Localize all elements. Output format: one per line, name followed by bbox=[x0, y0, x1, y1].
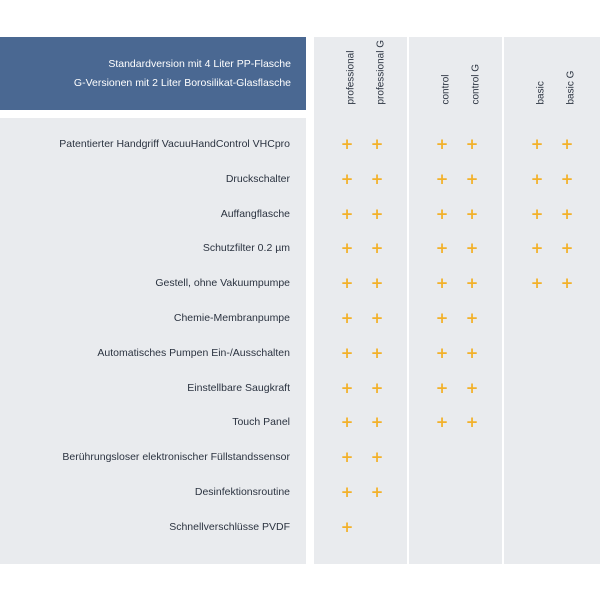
included-plus-icon: + bbox=[465, 204, 479, 223]
column-header-label: professional bbox=[345, 50, 357, 105]
included-plus-icon: + bbox=[465, 274, 479, 293]
included-plus-icon: + bbox=[340, 378, 354, 397]
included-plus-icon: + bbox=[340, 169, 354, 188]
included-plus-icon: + bbox=[340, 239, 354, 258]
feature-label: Schutzfilter 0.2 µm bbox=[202, 242, 290, 255]
included-plus-icon: + bbox=[370, 135, 384, 153]
included-plus-icon: + bbox=[435, 135, 449, 153]
column-header-professional bbox=[332, 40, 362, 110]
column-header-label: basic G bbox=[565, 70, 577, 105]
feature-label: Einstellbare Saugkraft bbox=[187, 381, 290, 394]
included-plus-icon: + bbox=[560, 274, 574, 293]
included-plus-icon: + bbox=[370, 204, 384, 223]
feature-label: Chemie-Membranpumpe bbox=[173, 312, 290, 324]
included-plus-icon: + bbox=[370, 309, 384, 327]
column-group-professional bbox=[314, 37, 407, 564]
column-header-professional-g bbox=[362, 40, 392, 110]
column-header-control-g bbox=[457, 40, 487, 110]
included-plus-icon: + bbox=[530, 169, 544, 188]
included-plus-icon: + bbox=[340, 483, 354, 501]
included-plus-icon: + bbox=[370, 239, 384, 258]
included-plus-icon: + bbox=[435, 309, 449, 327]
included-plus-icon: + bbox=[530, 274, 544, 293]
included-plus-icon: + bbox=[465, 135, 479, 153]
included-plus-icon: + bbox=[530, 239, 544, 258]
feature-label: Berührungsloser elektronischer Füllstandssensor bbox=[62, 451, 290, 464]
included-plus-icon: + bbox=[465, 343, 479, 362]
included-plus-icon: + bbox=[530, 204, 544, 223]
column-header-label: basic bbox=[535, 81, 547, 105]
included-plus-icon: + bbox=[465, 169, 479, 188]
column-group-basic bbox=[504, 37, 600, 564]
included-plus-icon: + bbox=[560, 204, 574, 223]
column-group-control bbox=[409, 37, 502, 564]
header-line-g-versions: G-Versionen mit 2 Liter Borosilikat-Glasflasche bbox=[73, 76, 291, 89]
included-plus-icon: + bbox=[435, 169, 449, 188]
feature-label: Touch Panel bbox=[232, 416, 290, 429]
included-plus-icon: + bbox=[435, 378, 449, 397]
included-plus-icon: + bbox=[340, 448, 354, 467]
included-plus-icon: + bbox=[340, 135, 354, 153]
feature-label: Desinfektionsroutine bbox=[194, 486, 290, 498]
included-plus-icon: + bbox=[340, 413, 354, 432]
included-plus-icon: + bbox=[435, 274, 449, 293]
included-plus-icon: + bbox=[435, 239, 449, 258]
included-plus-icon: + bbox=[435, 204, 449, 223]
included-plus-icon: + bbox=[340, 517, 354, 536]
column-header-label: control G bbox=[470, 63, 482, 105]
included-plus-icon: + bbox=[370, 413, 384, 432]
feature-label: Patentierter Handgriff VacuuHandControl VHCpro bbox=[59, 138, 290, 150]
included-plus-icon: + bbox=[465, 378, 479, 397]
column-header-basic bbox=[522, 40, 552, 110]
included-plus-icon: + bbox=[530, 135, 544, 153]
included-plus-icon: + bbox=[465, 309, 479, 327]
column-header-basic-g bbox=[552, 40, 582, 110]
column-header-label: professional G bbox=[375, 40, 387, 105]
table-header-banner bbox=[0, 37, 306, 110]
included-plus-icon: + bbox=[340, 204, 354, 223]
included-plus-icon: + bbox=[560, 169, 574, 188]
included-plus-icon: + bbox=[370, 378, 384, 397]
feature-label: Auffangflasche bbox=[220, 207, 290, 220]
included-plus-icon: + bbox=[370, 343, 384, 362]
included-plus-icon: + bbox=[435, 343, 449, 362]
included-plus-icon: + bbox=[435, 413, 449, 432]
included-plus-icon: + bbox=[560, 239, 574, 258]
included-plus-icon: + bbox=[370, 274, 384, 293]
included-plus-icon: + bbox=[340, 343, 354, 362]
included-plus-icon: + bbox=[370, 448, 384, 467]
feature-label: Automatisches Pumpen Ein-/Ausschalten bbox=[97, 346, 290, 359]
included-plus-icon: + bbox=[370, 169, 384, 188]
included-plus-icon: + bbox=[370, 483, 384, 501]
included-plus-icon: + bbox=[340, 309, 354, 327]
included-plus-icon: + bbox=[465, 413, 479, 432]
column-header-control bbox=[427, 40, 457, 110]
feature-label: Gestell, ohne Vakuumpumpe bbox=[155, 277, 290, 290]
included-plus-icon: + bbox=[340, 274, 354, 293]
feature-label: Schnellverschlüsse PVDF bbox=[169, 520, 290, 533]
included-plus-icon: + bbox=[560, 135, 574, 153]
included-plus-icon: + bbox=[465, 239, 479, 258]
column-header-label: control bbox=[440, 74, 452, 105]
header-line-standard: Standardversion mit 4 Liter PP-Flasche bbox=[108, 57, 291, 70]
feature-label: Druckschalter bbox=[225, 172, 290, 185]
